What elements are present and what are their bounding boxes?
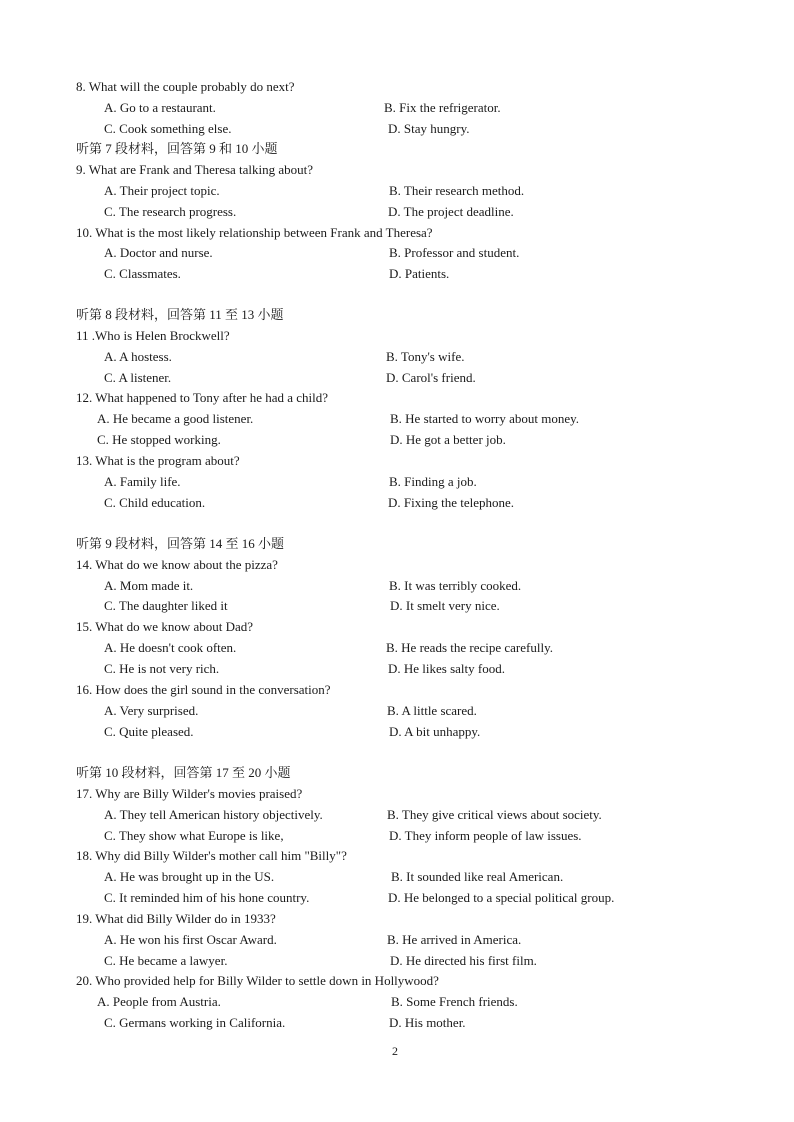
- option-b: B. It was terribly cooked.: [389, 578, 522, 593]
- option-a: A. He doesn't cook often.: [104, 640, 237, 655]
- option-a: A. Go to a restaurant.: [104, 100, 216, 115]
- option-c: C. Classmates.: [104, 266, 181, 281]
- option-d: D. Stay hungry.: [388, 121, 470, 136]
- question-9: 9. What are Frank and Theresa talking about?: [76, 162, 314, 177]
- option-a: A. He won his first Oscar Award.: [104, 932, 277, 947]
- option-d: D. The project deadline.: [388, 204, 514, 219]
- option-d: D. Carol's friend.: [386, 370, 476, 385]
- section-heading: 听第 9 段材料，回答第 14 至 16 小题: [76, 536, 285, 551]
- option-d: D. He directed his first film.: [390, 953, 537, 968]
- option-d: D. He likes salty food.: [388, 661, 505, 676]
- option-a: A. Family life.: [104, 474, 181, 489]
- option-b: B. Fix the refrigerator.: [384, 100, 501, 115]
- option-a: A. Their project topic.: [104, 183, 220, 198]
- option-c: C. He stopped working.: [97, 432, 221, 447]
- option-c: C. Quite pleased.: [104, 724, 194, 739]
- option-d: D. He belonged to a special political group.: [388, 890, 615, 905]
- section-heading: 听第 7 段材料，回答第 9 和 10 小题: [76, 141, 278, 156]
- question-11: 11 .Who is Helen Brockwell?: [76, 328, 230, 343]
- option-c: C. They show what Europe is like,: [104, 828, 284, 843]
- option-b: B. A little scared.: [387, 703, 477, 718]
- option-a: A. He was brought up in the US.: [104, 869, 275, 884]
- question-15: 15. What do we know about Dad?: [76, 619, 254, 634]
- option-c: C. He is not very rich.: [104, 661, 220, 676]
- option-b: B. He started to worry about money.: [390, 411, 580, 426]
- question-16: 16. How does the girl sound in the conversation?: [76, 682, 331, 697]
- section-heading: 听第 10 段材料，回答第 17 至 20 小题: [76, 765, 291, 780]
- question-17: 17. Why are Billy Wilder's movies praised?: [76, 786, 303, 801]
- option-d: D. His mother.: [389, 1015, 466, 1030]
- option-c: C. The daughter liked it: [104, 598, 228, 613]
- option-d: D. A bit unhappy.: [389, 724, 481, 739]
- option-c: C. Cook something else.: [104, 121, 232, 136]
- question-19: 19. What did Billy Wilder do in 1933?: [76, 911, 276, 926]
- question-18: 18. Why did Billy Wilder's mother call him "Billy"?: [76, 848, 347, 863]
- option-b: B. Some French friends.: [391, 994, 518, 1009]
- option-b: B. Their research method.: [389, 183, 525, 198]
- option-b: B. It sounded like real American.: [391, 869, 564, 884]
- option-b: B. Finding a job.: [389, 474, 477, 489]
- option-a: A. He became a good listener.: [97, 411, 254, 426]
- option-d: D. He got a better job.: [390, 432, 506, 447]
- option-a: A. Very surprised.: [104, 703, 199, 718]
- option-b: B. He arrived in America.: [387, 932, 522, 947]
- option-a: A. Mom made it.: [104, 578, 194, 593]
- option-a: A. A hostess.: [104, 349, 172, 364]
- question-14: 14. What do we know about the pizza?: [76, 557, 278, 572]
- option-a: A. They tell American history objectively.: [104, 807, 323, 822]
- question-8: 8. What will the couple probably do next?: [76, 79, 295, 94]
- option-a: A. Doctor and nurse.: [104, 245, 213, 260]
- option-c: C. He became a lawyer.: [104, 953, 228, 968]
- page-number: 2: [392, 1044, 398, 1058]
- section-heading: 听第 8 段材料，回答第 11 至 13 小题: [76, 307, 284, 322]
- option-b: B. Tony's wife.: [386, 349, 465, 364]
- question-10: 10. What is the most likely relationship between Frank and Theresa?: [76, 225, 433, 240]
- option-c: C. It reminded him of his hone country.: [104, 890, 310, 905]
- option-a: A. People from Austria.: [97, 994, 221, 1009]
- option-b: B. Professor and student.: [389, 245, 520, 260]
- question-12: 12. What happened to Tony after he had a child?: [76, 390, 329, 405]
- option-b: B. They give critical views about society.: [387, 807, 602, 822]
- option-d: D. It smelt very nice.: [390, 598, 500, 613]
- option-c: C. The research progress.: [104, 204, 237, 219]
- option-c: C. A listener.: [104, 370, 172, 385]
- question-13: 13. What is the program about?: [76, 453, 240, 468]
- option-d: D. They inform people of law issues.: [389, 828, 582, 843]
- option-b: B. He reads the recipe carefully.: [386, 640, 553, 655]
- option-d: D. Patients.: [389, 266, 450, 281]
- option-d: D. Fixing the telephone.: [388, 495, 515, 510]
- option-c: C. Child education.: [104, 495, 206, 510]
- question-20: 20. Who provided help for Billy Wilder to settle down in Hollywood?: [76, 973, 439, 988]
- option-c: C. Germans working in California.: [104, 1015, 286, 1030]
